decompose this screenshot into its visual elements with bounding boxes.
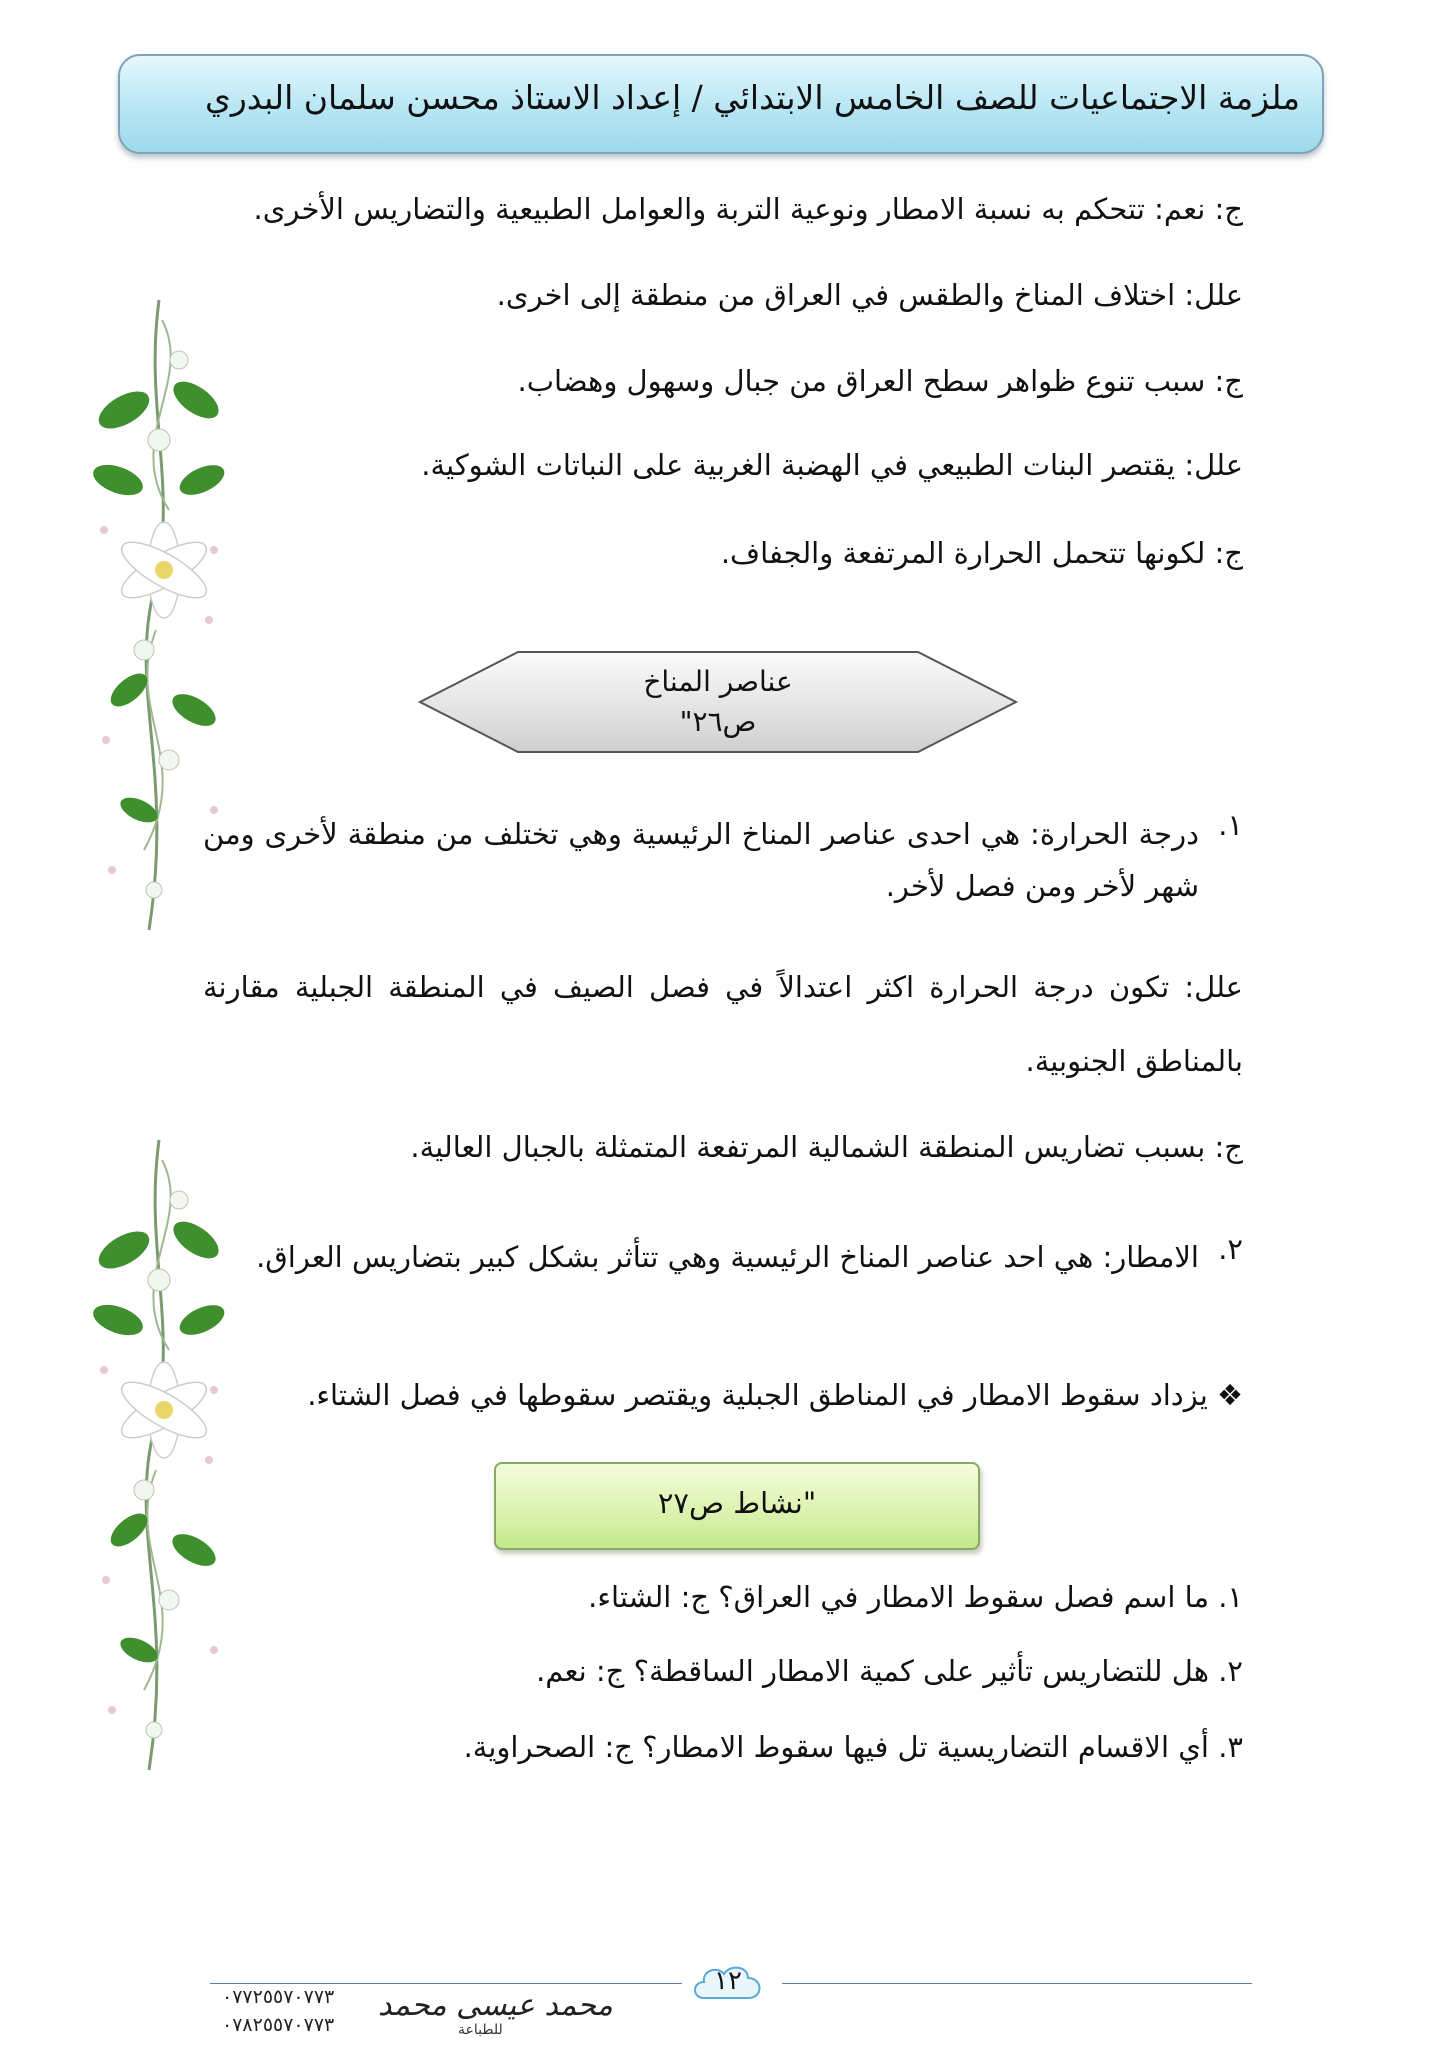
question-text: ما اسم فصل سقوط الامطار في العراق؟ ج: الشتاء. [588, 1580, 1209, 1614]
activity-question-3 [193, 1730, 1243, 1764]
phone-number-2: ٠٧٨٢٥٥٧٠٧٧٣ [222, 2014, 335, 2036]
question-text: هل للتضاريس تأثير على كمية الامطار الساقطة؟ ج: نعم. [536, 1654, 1209, 1688]
header-banner [118, 54, 1324, 154]
activity-question-2 [193, 1654, 1243, 1688]
answer-line-5: ج: لكونها تتحمل الحرارة المرتفعة والجفاف. [720, 536, 1243, 570]
question-number: ٢. [1218, 1654, 1243, 1688]
answer-temperature-reason: ج: بسبب تضاريس المنطقة الشمالية المرتفعة المتمثلة بالجبال العالية. [410, 1130, 1243, 1164]
activity-box [494, 1462, 980, 1550]
item-text: درجة الحرارة: هي احدى عناصر المناخ الرئيسية وهي تختلف من منطقة لأخرى ومن شهر لأخر ومن فصل لأخر. [203, 817, 1199, 903]
bullet-mark-icon: ❖ [1217, 1378, 1243, 1412]
item-text: الامطار: هي احد عناصر المناخ الرئيسية وهي تتأثر بشكل كبير بتضاريس العراق. [256, 1240, 1199, 1274]
answer-line-3: ج: سبب تنوع ظواهر سطح العراق من جبال وسهول وهضاب. [517, 364, 1243, 398]
section-heading-title: عناصر المناخ [643, 665, 793, 698]
activity-title: "نشاط ص٢٧ [657, 1486, 817, 1520]
bullet-rain-note [193, 1378, 1243, 1412]
answer-line-1: ج: نعم: تتحكم به نسبة الامطار ونوعية التربة والعوامل الطبيعية والتضاريس الأخرى. [253, 192, 1243, 226]
question-temperature-reason: علل: تكون درجة الحرارة اكثر اعتدالاً في فصل الصيف في المنطقة الجبلية مقارنة بالمناطق الجنوبية. [203, 970, 1243, 1078]
question-line-4: علل: يقتصر البنات الطبيعي في الهضبة الغربية على النباتات الشوكية. [421, 448, 1243, 482]
numbered-item-temperature [203, 808, 1243, 912]
question-text: أي الاقسام التضاريسية تل فيها سقوط الامطار؟ ج: الصحراوية. [463, 1730, 1209, 1764]
section-heading-text [418, 662, 1018, 742]
item-number: ١. [1218, 808, 1243, 842]
bullet-text: يزداد سقوط الامطار في المناطق الجبلية ويقتصر سقوطها في فصل الشتاء. [307, 1378, 1208, 1412]
page-number: ١٢ [714, 1966, 742, 1996]
section-heading-page-ref: ص٢٦" [679, 705, 757, 738]
question-line-2: علل: اختلاف المناخ والطقس في العراق من منطقة إلى اخرى. [496, 278, 1243, 312]
footer-rule-left [210, 1983, 682, 1984]
item-number: ٢. [1218, 1232, 1243, 1266]
footer-rule-right [782, 1983, 1252, 1984]
signature-name: محمد عيسى محمد [378, 1988, 613, 2023]
question-number: ٣. [1218, 1730, 1243, 1764]
activity-question-1 [193, 1580, 1243, 1614]
phone-number-1: ٠٧٧٢٥٥٧٠٧٧٣ [222, 1986, 335, 2008]
header-title: ملزمة الاجتماعيات للصف الخامس الابتدائي / إعداد الاستاذ محسن سلمان البدري [205, 78, 1300, 117]
section-heading-hexagon [418, 650, 1018, 754]
signature-subtitle: للطباعة [458, 2022, 503, 2038]
question-number: ١. [1218, 1580, 1243, 1614]
numbered-item-rain [203, 1232, 1243, 1294]
